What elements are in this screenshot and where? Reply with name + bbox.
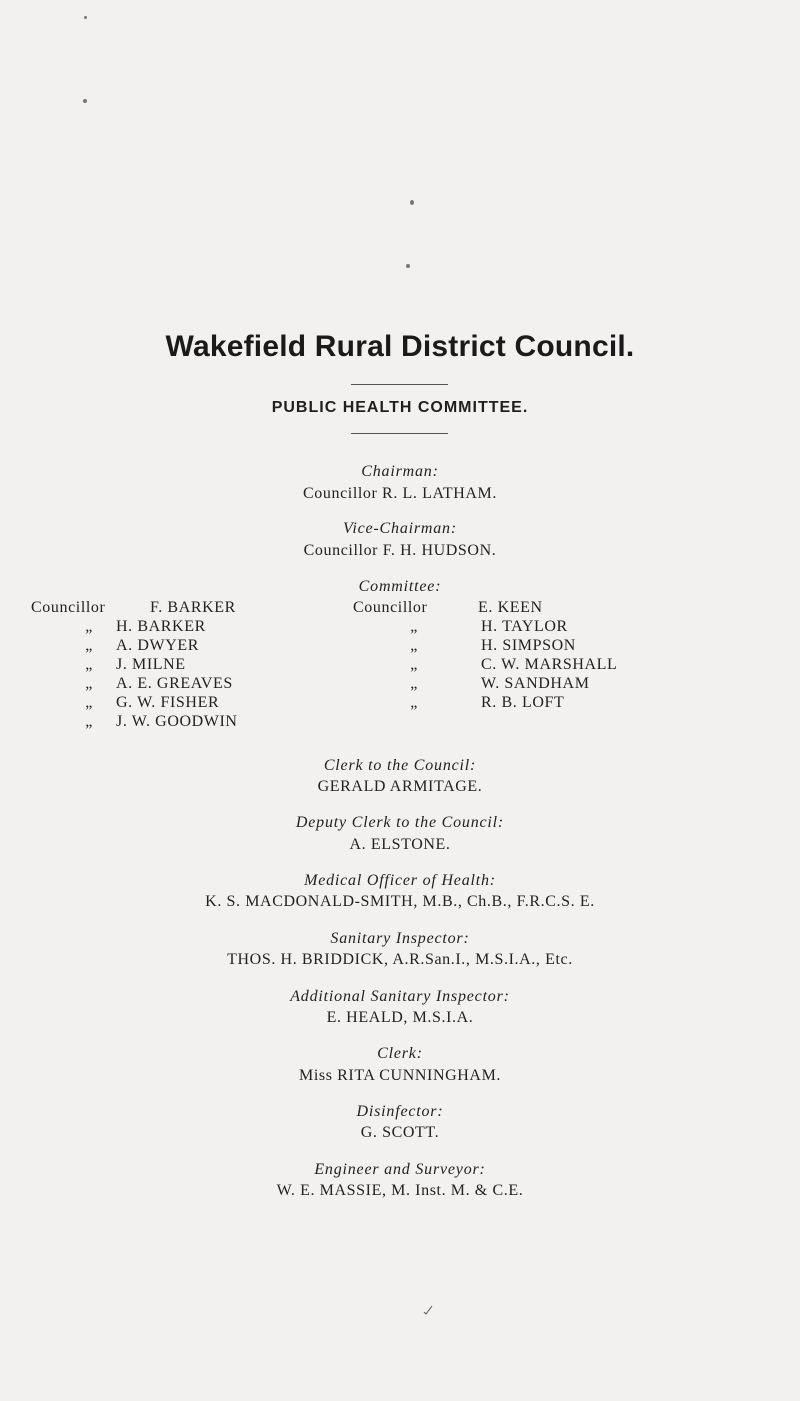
ditto-mark: „ [85,637,93,654]
officer-role: Clerk to the Council: [323,757,477,774]
ditto-mark: „ [410,637,418,654]
committee-heading: PUBLIC HEALTH COMMITTEE. [271,399,529,416]
committee-member-name: H. TAYLOR [481,618,568,635]
chairman-role: Chairman: [361,463,439,480]
committee-member-name: E. KEEN [478,599,543,616]
committee-member-name: A. DWYER [116,637,200,654]
officer-role: Additional Sanitary Inspector: [290,988,510,1005]
ditto-mark: „ [85,618,93,635]
committee-member-row [0,617,400,637]
officer-name: GERALD ARMITAGE. [317,778,483,795]
officer-role: Sanitary Inspector: [330,930,470,947]
vice-chairman-name: Councillor F. H. HUDSON. [303,542,497,559]
committee-right-column [353,598,800,748]
officer-role: Disinfector: [356,1103,444,1120]
speck-mark [410,200,414,205]
committee-member-row [353,598,543,618]
officer-name: K. S. MACDONALD-SMITH, M.B., Ch.B., F.R.C.S. E. [205,893,595,910]
officer-name: THOS. H. BRIDDICK, A.R.San.I., M.S.I.A., Etc. [227,951,573,968]
officer-role: Medical Officer of Health: [304,872,496,889]
committee-member-row [400,674,800,694]
ditto-mark: „ [410,694,418,711]
committee-member-row [0,693,400,713]
councillor-prefix: Councillor [353,599,428,616]
committee-member-row [0,712,400,732]
committee-member-row [400,655,800,675]
officer-name: Miss RITA CUNNINGHAM. [299,1067,501,1084]
committee-member-name: J. W. GOODWIN [116,713,238,730]
tick-mark-icon [423,1305,433,1315]
committee-member-row [0,674,400,694]
speck-mark [406,264,410,268]
committee-member-row [0,636,400,656]
officer-name: A. ELSTONE. [349,836,451,853]
council-title: Wakefield Rural District Council. [165,330,635,363]
bottom-divider [351,433,448,434]
ditto-mark: „ [85,694,93,711]
speck-mark [84,16,87,19]
officer-role: Clerk: [377,1045,423,1062]
officer-role: Engineer and Surveyor: [314,1161,486,1178]
officer-name: G. SCOTT. [360,1124,440,1141]
committee-member-name: A. E. GREAVES [116,675,233,692]
top-divider [351,384,448,385]
ditto-mark: „ [85,656,93,673]
ditto-mark: „ [410,656,418,673]
committee-role: Committee: [358,578,442,595]
committee-member-name: H. SIMPSON [481,637,576,654]
vice-chairman-role: Vice-Chairman: [343,520,457,537]
ditto-mark: „ [85,713,93,730]
committee-member-name: C. W. MARSHALL [481,656,618,673]
committee-member-row [31,598,236,618]
committee-member-row [400,693,800,713]
committee-member-name: H. BARKER [116,618,206,635]
officer-role: Deputy Clerk to the Council: [295,814,505,831]
ditto-mark: „ [85,675,93,692]
committee-member-name: G. W. FISHER [116,694,220,711]
ditto-mark: „ [410,618,418,635]
councillor-prefix: Councillor [31,599,106,616]
chairman-name: Councillor R. L. LATHAM. [303,485,497,502]
officer-name: W. E. MASSIE, M. Inst. M. & C.E. [276,1182,524,1199]
committee-member-row [0,655,400,675]
committee-member-name: R. B. LOFT [481,694,565,711]
committee-left-column [0,598,400,748]
committee-member-row [400,636,800,656]
committee-member-name: W. SANDHAM [481,675,590,692]
committee-member-row [400,617,800,637]
committee-member-name: F. BARKER [150,599,236,616]
officer-name: E. HEALD, M.S.I.A. [326,1009,474,1026]
speck-mark [83,99,87,103]
ditto-mark: „ [410,675,418,692]
committee-member-name: J. MILNE [116,656,186,673]
